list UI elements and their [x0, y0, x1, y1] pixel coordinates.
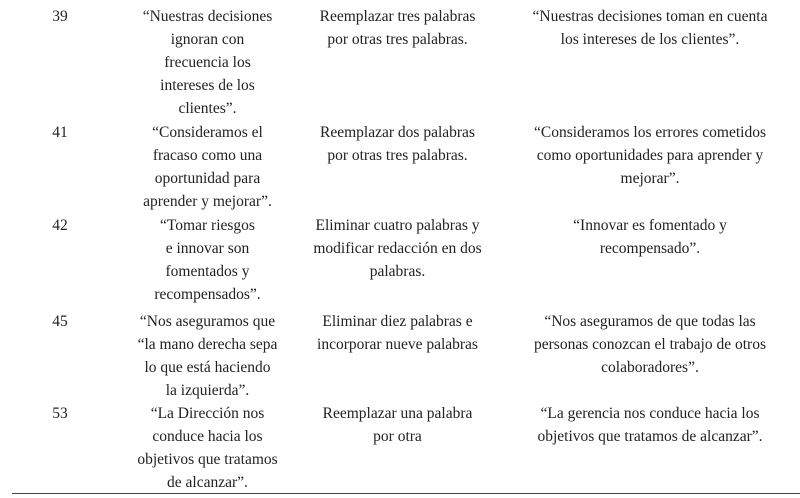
modification-text: Reemplazar tres palabras por otras tres palabras. — [319, 8, 476, 48]
row-number: 42 — [52, 217, 68, 234]
original-text: “Nos aseguramos que “la mano derecha sepa lo que está haciendo la izquierda”. — [137, 313, 278, 399]
original-text: “La Dirección nos conduce hacia los objetivos que tratamos de alcanzar”. — [137, 405, 278, 491]
original-text: “Consideramos el fracaso como una oportunidad para aprender y mejorar”. — [143, 124, 272, 210]
result-text: “Nuestras decisiones toman en cuenta los intereses de los clientes”. — [532, 8, 768, 48]
result-text: “Nos aseguramos de que todas las personas conozcan el trabajo de otros colaboradores”. — [534, 313, 766, 376]
modification-text: Eliminar cuatro palabras y modificar redacción en dos palabras. — [313, 217, 482, 280]
modification-text: Eliminar diez palabras e incorporar nueve palabras — [317, 313, 478, 353]
result-text: “La gerencia nos conduce hacia los objetivos que tratamos de alcanzar”. — [537, 405, 763, 445]
original-text: “Tomar riesgos e innovar son fomentados y recompensados”. — [154, 217, 261, 303]
table-bottom-rule — [12, 493, 800, 494]
row-number: 41 — [52, 124, 68, 141]
modification-text: Reemplazar dos palabras por otras tres palabras. — [320, 124, 475, 164]
row-number: 45 — [52, 313, 68, 330]
result-text: “Consideramos los errores cometidos como oportunidades para aprender y mejorar”. — [533, 124, 766, 187]
result-text: “Innovar es fomentado y recompensado”. — [573, 217, 727, 257]
row-number: 39 — [52, 8, 68, 25]
original-text: “Nuestras decisiones ignoran con frecuencia los intereses de los clientes”. — [142, 8, 273, 117]
modification-text: Reemplazar una palabra por otra — [322, 405, 473, 445]
row-number: 53 — [52, 405, 68, 422]
